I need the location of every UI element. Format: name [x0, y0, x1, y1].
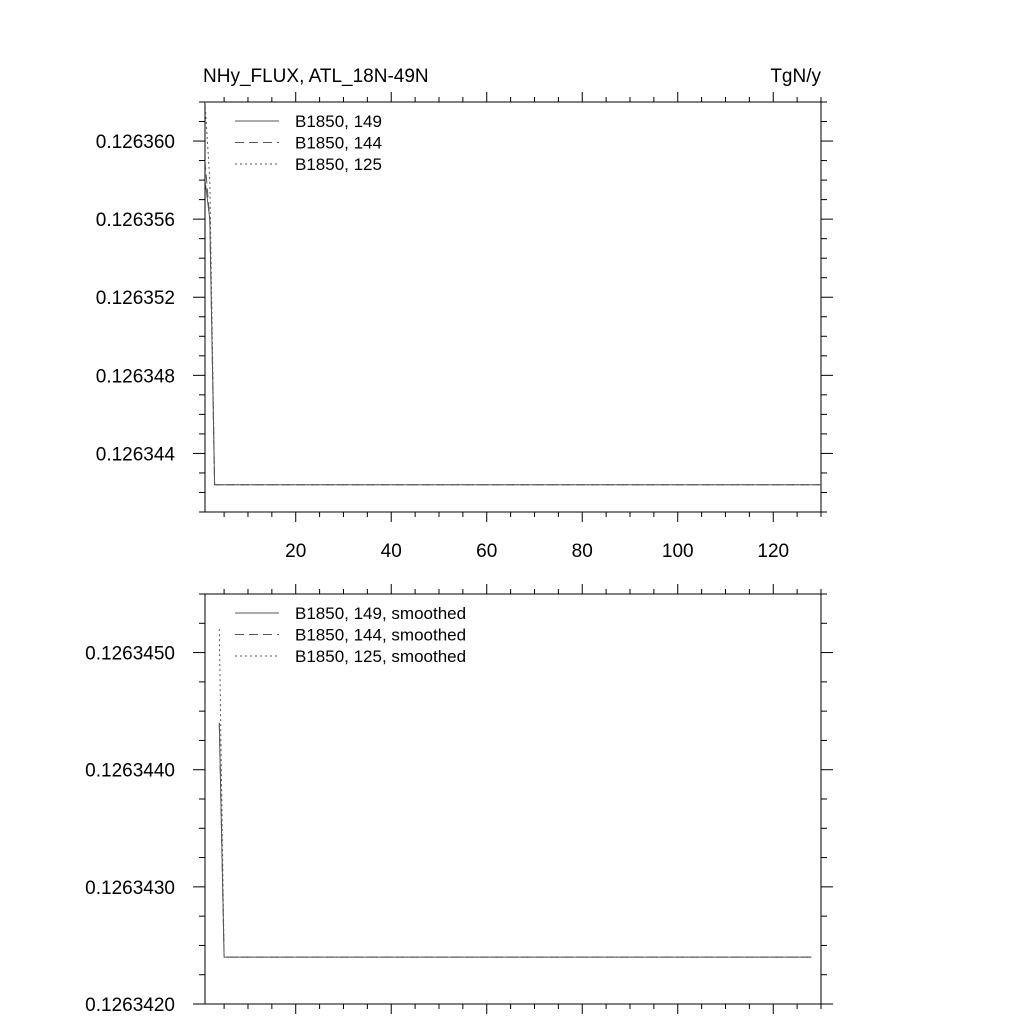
y-tick-label: 0.1263430: [85, 877, 175, 899]
legend-label: B1850, 125: [295, 155, 382, 174]
legend-label: B1850, 149, smoothed: [295, 604, 467, 623]
legend-label: B1850, 125, smoothed: [295, 647, 467, 666]
x-tick-label: 100: [661, 541, 694, 562]
chart-title: NHy_FLUX, ATL_18N-49N: [203, 66, 429, 87]
series-line-2: [205, 161, 821, 485]
y-tick-label: 0.1263450: [85, 643, 175, 665]
series-line-2: [219, 723, 811, 957]
y-tick-label: 0.126344: [95, 444, 175, 466]
x-tick-label: 20: [285, 541, 307, 562]
legend-label: B1850, 144, smoothed: [295, 625, 467, 645]
legend-label: B1850, 149: [295, 112, 382, 131]
y-tick-label: 0.1263420: [85, 995, 175, 1016]
x-tick-label: 120: [757, 541, 790, 562]
legend-label: B1850, 144: [295, 133, 382, 153]
chart-units: TgN/y: [770, 66, 821, 87]
x-tick-label: 40: [380, 541, 402, 562]
x-tick-label: 60: [476, 541, 498, 562]
y-tick-label: 0.126356: [95, 210, 175, 232]
y-tick-label: 0.126348: [95, 366, 175, 388]
y-tick-label: 0.126352: [95, 288, 175, 310]
series-line-1: [219, 723, 811, 957]
series-line-3: [219, 629, 811, 957]
series-line-1: [205, 180, 821, 485]
top-panel: [96, 92, 833, 562]
bottom-panel: [85, 584, 833, 1016]
x-tick-label: 80: [571, 541, 593, 562]
y-tick-label: 0.1263440: [85, 760, 175, 782]
y-tick-label: 0.126360: [95, 132, 175, 154]
